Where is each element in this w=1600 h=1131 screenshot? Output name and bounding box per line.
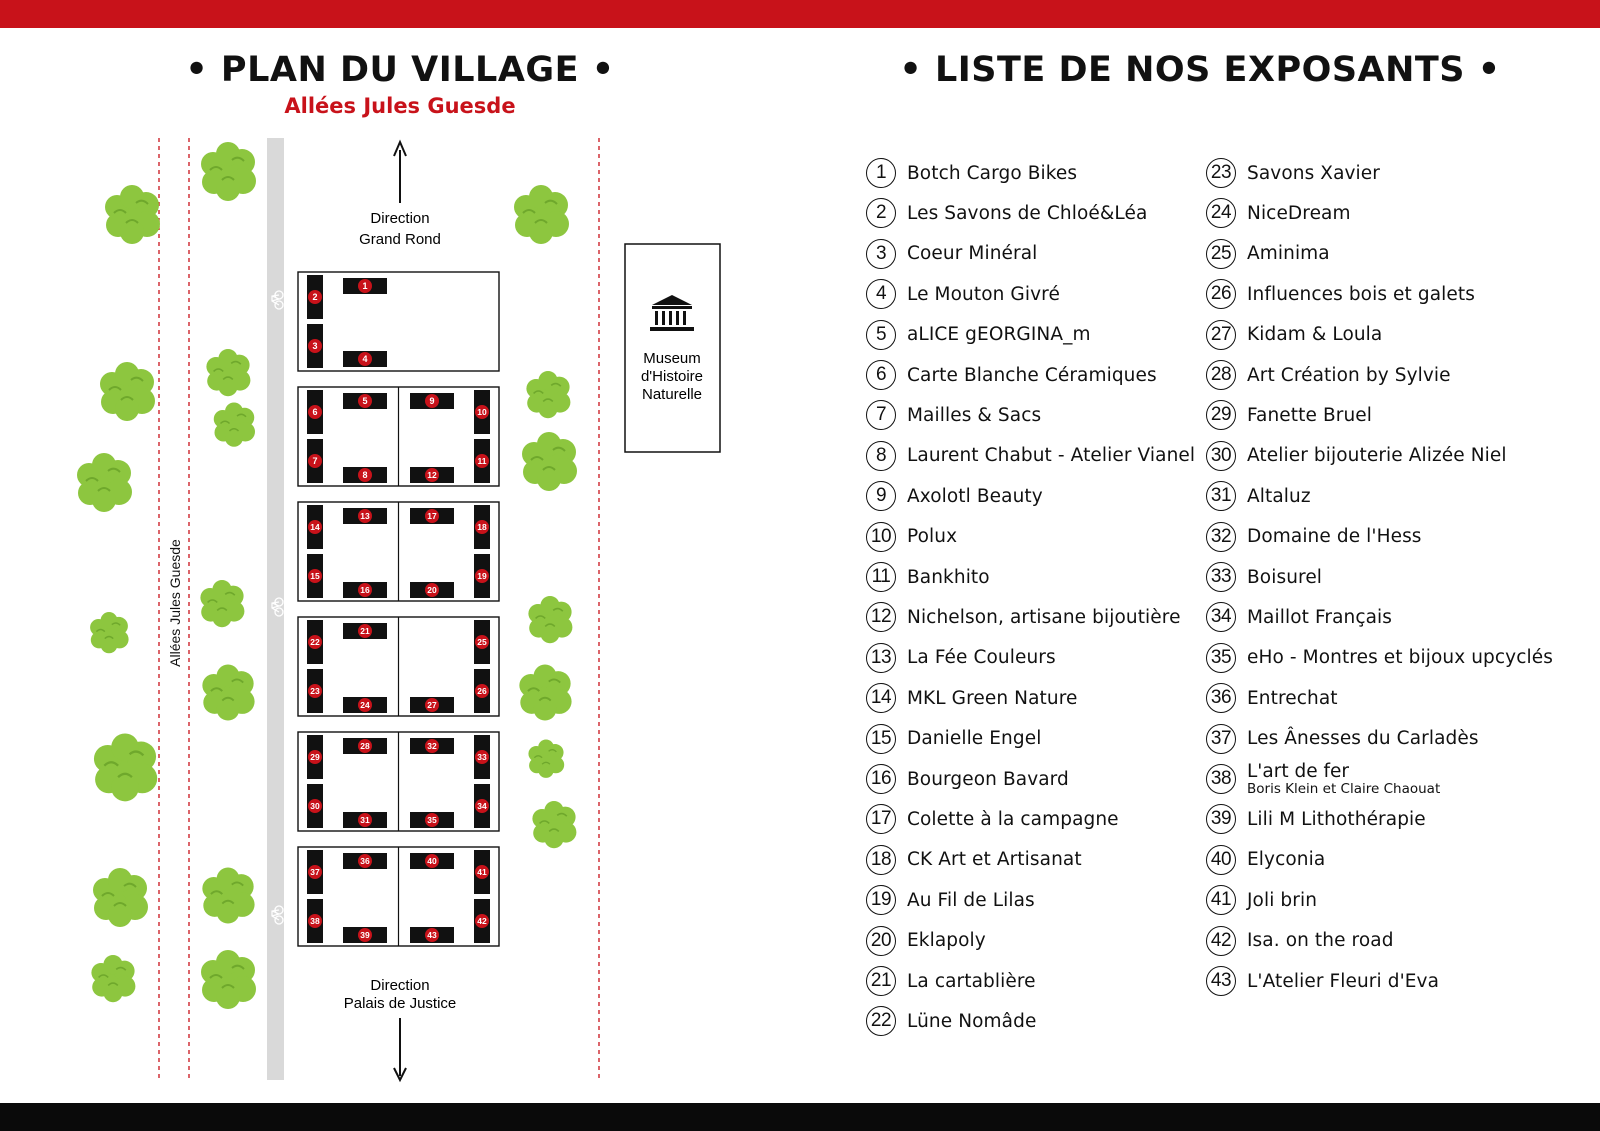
exhibitor-number: 39: [1206, 804, 1236, 834]
stand-number: 37: [310, 867, 320, 878]
exhibitor-name: Bourgeon Bavard: [907, 768, 1069, 790]
stand-33: [474, 735, 490, 779]
exhibitor-number: 6: [866, 360, 896, 390]
tree-icon: [514, 185, 569, 244]
exhibitor-name: NiceDream: [1247, 202, 1351, 224]
stand-number: 7: [312, 456, 318, 467]
tree-icon: [200, 580, 244, 627]
stand-number: 31: [360, 815, 370, 826]
stand-11: [474, 439, 490, 483]
exhibitor-name: aLICE gEORGINA_m: [907, 324, 1091, 346]
stand-19: [474, 554, 490, 598]
exhibitor-item: [1206, 196, 1351, 230]
exhibitor-item: [1206, 237, 1330, 271]
stand-16: [343, 582, 387, 598]
exhibitor-name: Lüne Nomâde: [907, 1010, 1037, 1032]
street-label: Allées Jules Guesde: [167, 539, 183, 667]
exhibitor-number: 11: [866, 562, 896, 592]
exhibitor-name: Axolotl Beauty: [907, 485, 1043, 507]
exhibitor-number: 42: [1206, 926, 1236, 956]
exhibitor-name: L'art de fer: [1247, 761, 1349, 783]
exhibitor-item: [1206, 600, 1392, 634]
exhibitor-item: [1206, 520, 1422, 554]
stand-number: 32: [427, 741, 437, 752]
exhibitor-name-group: [1247, 762, 1440, 796]
exhibitor-name: Fanette Bruel: [1247, 404, 1373, 426]
bottom-black-band: [0, 1103, 1600, 1131]
stand-40: [410, 853, 454, 869]
exhibitor-item: [866, 237, 1037, 271]
exhibitor-number: 21: [866, 966, 896, 996]
exhibitor-name: La cartablière: [907, 970, 1036, 992]
stand-5: [343, 393, 387, 409]
exhibitor-number: 31: [1206, 481, 1236, 511]
exhibitor-number: 26: [1206, 279, 1236, 309]
exhibitor-name: Atelier bijouterie Alizée Niel: [1247, 445, 1507, 467]
exhibitor-item: [866, 600, 1181, 634]
stand-number: 3: [312, 341, 318, 352]
exhibitor-number: 1: [866, 158, 896, 188]
exhibitors-title: • LISTE DE NOS EXPOSANTS •: [899, 50, 1501, 90]
stand-number: 43: [427, 930, 437, 941]
tree-icon: [201, 142, 256, 201]
stand-number: 34: [477, 801, 487, 812]
stand-number: 38: [310, 916, 320, 927]
stand-17: [410, 508, 454, 524]
stand-18: [474, 505, 490, 549]
exhibitor-name: Colette à la campagne: [907, 808, 1119, 830]
tree-icon: [90, 612, 129, 653]
exhibitor-item: [866, 277, 1060, 311]
stand-number: 27: [427, 700, 437, 711]
stand-4: [343, 351, 387, 367]
exhibitor-number: 4: [866, 279, 896, 309]
stand-number: 16: [360, 585, 370, 596]
stand-number: 33: [477, 752, 487, 763]
tree-icon: [519, 665, 571, 721]
stand-2: [307, 275, 323, 319]
exhibitor-name: L'Atelier Fleuri d'Eva: [1247, 970, 1440, 992]
stand-20: [410, 582, 454, 598]
arrow-down-icon: [394, 1018, 406, 1080]
stand-number: 30: [310, 801, 320, 812]
exhibitor-name: Carte Blanche Céramiques: [907, 364, 1157, 386]
stand-36: [343, 853, 387, 869]
exhibitor-name: Boisurel: [1247, 566, 1323, 588]
tree-icon: [100, 362, 155, 421]
exhibitor-item: [866, 439, 1195, 473]
stand-number: 40: [427, 856, 437, 867]
exhibitor-number: 27: [1206, 320, 1236, 350]
exhibitor-number: 20: [866, 926, 896, 956]
exhibitor-item: [1206, 924, 1394, 958]
exhibitor-name: Lili M Lithothérapie: [1247, 808, 1426, 830]
stand-number: 15: [310, 571, 320, 582]
museum-building: [625, 244, 720, 452]
stand-number: 2: [312, 292, 318, 303]
exhibitor-item: [866, 196, 1147, 230]
exhibitor-number: 30: [1206, 441, 1236, 471]
exhibitor-item: [1206, 843, 1325, 877]
exhibitor-number: 38: [1206, 764, 1236, 794]
exhibitor-name: Polux: [907, 526, 958, 548]
tree-icon: [94, 734, 157, 802]
stand-30: [307, 784, 323, 828]
exhibitor-number: 37: [1206, 724, 1236, 754]
exhibitor-name: Laurent Chabut - Atelier Vianel: [907, 445, 1196, 467]
exhibitor-name: Kidam & Loula: [1247, 324, 1383, 346]
stand-number: 42: [477, 916, 487, 927]
exhibitor-name: Eklapoly: [907, 930, 986, 952]
stand-number: 6: [312, 407, 318, 418]
stand-38: [307, 899, 323, 943]
exhibitor-item: [866, 641, 1056, 675]
stand-1: [343, 278, 387, 294]
stand-22: [307, 620, 323, 664]
exhibitor-item: [866, 520, 957, 554]
stand-number: 4: [362, 354, 368, 365]
exhibitor-item: [866, 802, 1119, 836]
exhibitor-number: 29: [1206, 400, 1236, 430]
stand-number: 20: [427, 585, 437, 596]
exhibitor-number: 3: [866, 239, 896, 269]
stand-number: 10: [477, 407, 487, 418]
stand-number: 29: [310, 752, 320, 763]
exhibitor-name: Au Fil de Lilas: [907, 889, 1035, 911]
stand-number: 17: [427, 511, 437, 522]
stand-15: [307, 554, 323, 598]
stand-number: 25: [477, 637, 487, 648]
exhibitor-number: 41: [1206, 885, 1236, 915]
stand-23: [307, 669, 323, 713]
stand-34: [474, 784, 490, 828]
exhibitor-number: 24: [1206, 198, 1236, 228]
exhibitor-number: 33: [1206, 562, 1236, 592]
tree-icon: [91, 955, 135, 1002]
exhibitor-name: Le Mouton Givré: [907, 283, 1060, 305]
tree-icon: [214, 403, 255, 447]
exhibitor-name: Savons Xavier: [1247, 162, 1380, 184]
stand-number: 21: [360, 626, 370, 637]
stand-number: 11: [477, 456, 487, 467]
museum-line2: d'Histoire: [640, 368, 704, 385]
exhibitor-name: Domaine de l'Hess: [1247, 526, 1422, 548]
stand-41: [474, 850, 490, 894]
exhibitor-item: [866, 318, 1091, 352]
exhibitor-number: 23: [1206, 158, 1236, 188]
stand-number: 23: [310, 686, 320, 697]
exhibitor-name: Art Création by Sylvie: [1247, 364, 1451, 386]
direction-top-line2: Grand Rond: [359, 231, 441, 248]
tree-icon: [93, 868, 148, 927]
exhibitor-name: Altaluz: [1247, 485, 1311, 507]
stand-6: [307, 390, 323, 434]
exhibitor-number: 40: [1206, 845, 1236, 875]
stand-32: [410, 738, 454, 754]
stand-28: [343, 738, 387, 754]
exhibitor-item: [1206, 762, 1440, 796]
exhibitor-name: Nichelson, artisane bijoutière: [907, 606, 1181, 628]
stand-number: 26: [477, 686, 487, 697]
stand-number: 14: [310, 522, 320, 533]
tree-icon: [105, 185, 160, 244]
tree-icon: [522, 432, 577, 491]
stand-number: 9: [429, 396, 435, 407]
stand-39: [343, 927, 387, 943]
stand-29: [307, 735, 323, 779]
stand-number: 22: [310, 637, 320, 648]
exhibitor-number: 25: [1206, 239, 1236, 269]
exhibitor-item: [866, 1004, 1036, 1038]
exhibitor-number: 7: [866, 400, 896, 430]
tree-icon: [528, 740, 564, 778]
exhibitor-number: 14: [866, 683, 896, 713]
tree-icon: [202, 665, 254, 721]
stand-number: 19: [477, 571, 487, 582]
stand-number: 24: [360, 700, 370, 711]
stand-37: [307, 850, 323, 894]
exhibitor-item: [1206, 883, 1317, 917]
exhibitor-number: 8: [866, 441, 896, 471]
stand-3: [307, 324, 323, 368]
exhibitor-name: Aminima: [1247, 243, 1330, 265]
stand-43: [410, 927, 454, 943]
exhibitor-item: [866, 681, 1078, 715]
exhibitor-number: 10: [866, 522, 896, 552]
exhibitor-number: 32: [1206, 522, 1236, 552]
exhibitor-item: [1206, 479, 1311, 513]
exhibitor-number: 18: [866, 845, 896, 875]
exhibitor-number: 22: [866, 1006, 896, 1036]
exhibitor-item: [866, 843, 1082, 877]
stand-12: [410, 467, 454, 483]
stand-number: 36: [360, 856, 370, 867]
exhibitor-name: CK Art et Artisanat: [907, 849, 1082, 871]
exhibitor-item: [866, 560, 990, 594]
exhibitor-item: [1206, 681, 1338, 715]
tree-icon: [202, 868, 254, 924]
exhibitor-name: Joli brin: [1247, 889, 1318, 911]
stand-10: [474, 390, 490, 434]
stand-27: [410, 697, 454, 713]
exhibitor-number: 9: [866, 481, 896, 511]
map-title: • PLAN DU VILLAGE •: [185, 50, 615, 90]
tree-icon: [528, 596, 572, 643]
stand-number: 39: [360, 930, 370, 941]
exhibitor-number: 36: [1206, 683, 1236, 713]
exhibitor-item: [866, 883, 1035, 917]
exhibitor-item: [866, 398, 1041, 432]
exhibitor-item: [1206, 439, 1507, 473]
exhibitor-number: 34: [1206, 602, 1236, 632]
exhibitor-item: [1206, 277, 1475, 311]
exhibitor-name: MKL Green Nature: [907, 687, 1078, 709]
exhibitor-item: [1206, 802, 1426, 836]
stand-number: 18: [477, 522, 487, 533]
stand-7: [307, 439, 323, 483]
museum-line1: Museum: [643, 350, 701, 367]
stand-number: 35: [427, 815, 437, 826]
exhibitor-number: 19: [866, 885, 896, 915]
stand-number: 12: [427, 470, 437, 481]
stand-number: 28: [360, 741, 370, 752]
exhibitor-item: [1206, 964, 1439, 998]
stand-number: 41: [477, 867, 487, 878]
exhibitor-name: Influences bois et galets: [1247, 283, 1475, 305]
exhibitor-number: 16: [866, 764, 896, 794]
stand-number: 1: [362, 281, 368, 292]
stand-13: [343, 508, 387, 524]
arrow-up-icon: [394, 142, 406, 203]
stand-35: [410, 812, 454, 828]
exhibitor-subtitle: Boris Klein et Claire Chaouat: [1247, 780, 1441, 797]
stand-31: [343, 812, 387, 828]
exhibitor-name: Botch Cargo Bikes: [907, 162, 1078, 184]
exhibitor-item: [1206, 156, 1380, 190]
exhibitor-item: [1206, 722, 1479, 756]
exhibitor-name: Coeur Minéral: [907, 243, 1038, 265]
exhibitor-number: 2: [866, 198, 896, 228]
exhibitor-item: [1206, 318, 1382, 352]
stand-number: 8: [362, 470, 368, 481]
exhibitor-name: Mailles & Sacs: [907, 404, 1042, 426]
exhibitor-name: Bankhito: [907, 566, 990, 588]
museum-line3: Naturelle: [641, 386, 703, 403]
exhibitor-name: Maillot Français: [1247, 606, 1393, 628]
stand-14: [307, 505, 323, 549]
exhibitor-item: [866, 964, 1036, 998]
stand-block: [298, 272, 499, 371]
stand-9: [410, 393, 454, 409]
village-map: [0, 0, 800, 1100]
exhibitor-item: [866, 722, 1041, 756]
exhibitor-name: Les Ânesses du Carladès: [1247, 728, 1479, 750]
exhibitor-item: [1206, 358, 1451, 392]
exhibitor-item: [866, 156, 1077, 190]
stand-number: 13: [360, 511, 370, 522]
exhibitor-item: [866, 479, 1043, 513]
exhibitor-number: 13: [866, 643, 896, 673]
exhibitor-number: 43: [1206, 966, 1236, 996]
exhibitor-number: 35: [1206, 643, 1236, 673]
exhibitor-number: 12: [866, 602, 896, 632]
stand-number: 5: [362, 396, 368, 407]
tree-icon: [77, 453, 132, 512]
exhibitor-number: 5: [866, 320, 896, 350]
exhibitor-number: 17: [866, 804, 896, 834]
exhibitor-name: Elyconia: [1247, 849, 1326, 871]
exhibitor-name: Isa. on the road: [1247, 930, 1394, 952]
stand-42: [474, 899, 490, 943]
tree-icon: [206, 349, 250, 396]
stand-26: [474, 669, 490, 713]
direction-bottom-line2: Palais de Justice: [343, 995, 457, 1012]
exhibitor-number: 28: [1206, 360, 1236, 390]
stand-25: [474, 620, 490, 664]
exhibitor-name: Danielle Engel: [907, 728, 1042, 750]
direction-bottom-line1: Direction: [370, 977, 430, 994]
map-subtitle: Allées Jules Guesde: [284, 94, 516, 118]
stand-24: [343, 697, 387, 713]
exhibitor-item: [1206, 398, 1372, 432]
exhibitor-item: [866, 358, 1157, 392]
tree-icon: [201, 950, 256, 1009]
exhibitor-item: [1206, 560, 1322, 594]
exhibitor-name: La Fée Couleurs: [907, 647, 1056, 669]
stand-21: [343, 623, 387, 639]
stand-8: [343, 467, 387, 483]
exhibitor-name: eHo - Montres et bijoux upcyclés: [1247, 647, 1553, 669]
exhibitor-item: [1206, 641, 1553, 675]
exhibitor-name: Entrechat: [1247, 687, 1338, 709]
direction-top-line1: Direction: [370, 210, 430, 227]
exhibitor-item: [866, 762, 1069, 796]
tree-icon: [532, 801, 576, 848]
exhibitor-name: Les Savons de Chloé&Léa: [907, 202, 1148, 224]
tree-icon: [526, 371, 570, 418]
exhibitor-number: 15: [866, 724, 896, 754]
exhibitor-item: [866, 924, 986, 958]
